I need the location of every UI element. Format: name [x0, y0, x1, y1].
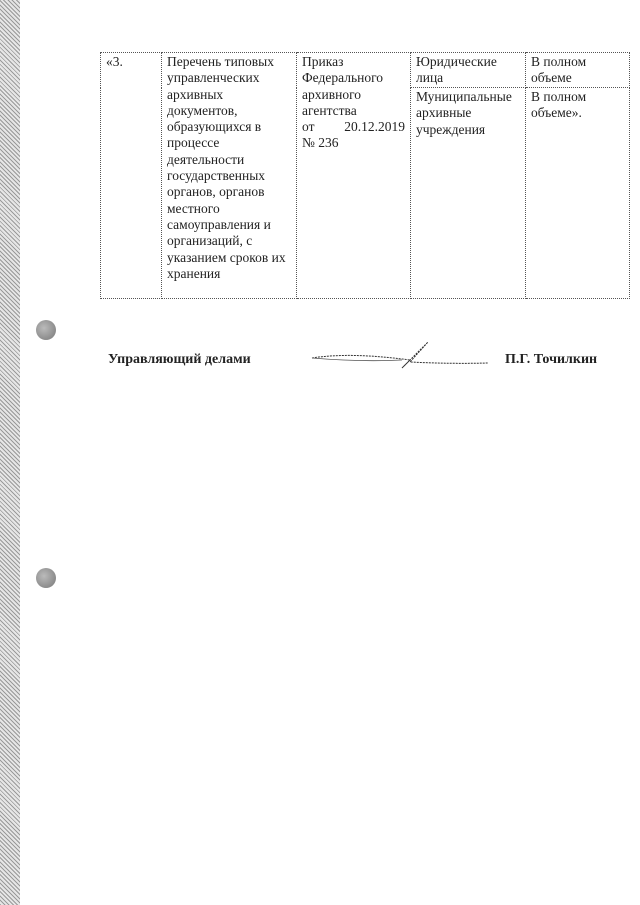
scope-cell: В полном объеме».	[526, 88, 630, 299]
subject-cell: Юридические лица	[411, 53, 526, 88]
signatory-position: Управляющий делами	[108, 352, 251, 367]
document-name: Перечень типовых управленческих архивных документов, образующихся в процессе деятельности государственных органов, органов местного самоуправления и организаций, с указанием сроков их хранения	[162, 53, 297, 299]
scan-edge	[0, 0, 20, 905]
punch-hole	[36, 568, 56, 588]
act-title: Приказ Федерального архивного агентства	[302, 54, 384, 118]
legal-act	[297, 53, 411, 299]
table-row	[101, 53, 630, 88]
subject-cell: Муниципальные архивные учреждения	[411, 88, 526, 299]
act-number: № 236	[302, 135, 339, 151]
item-number: «3.	[101, 53, 162, 299]
scope-cell: В полном объеме	[526, 53, 630, 88]
punch-hole	[36, 320, 56, 340]
signatory-name: П.Г. Точилкин	[505, 352, 598, 367]
handwritten-signature	[310, 340, 490, 370]
document-table	[100, 52, 630, 299]
act-date: от 20.12.2019	[302, 119, 405, 135]
